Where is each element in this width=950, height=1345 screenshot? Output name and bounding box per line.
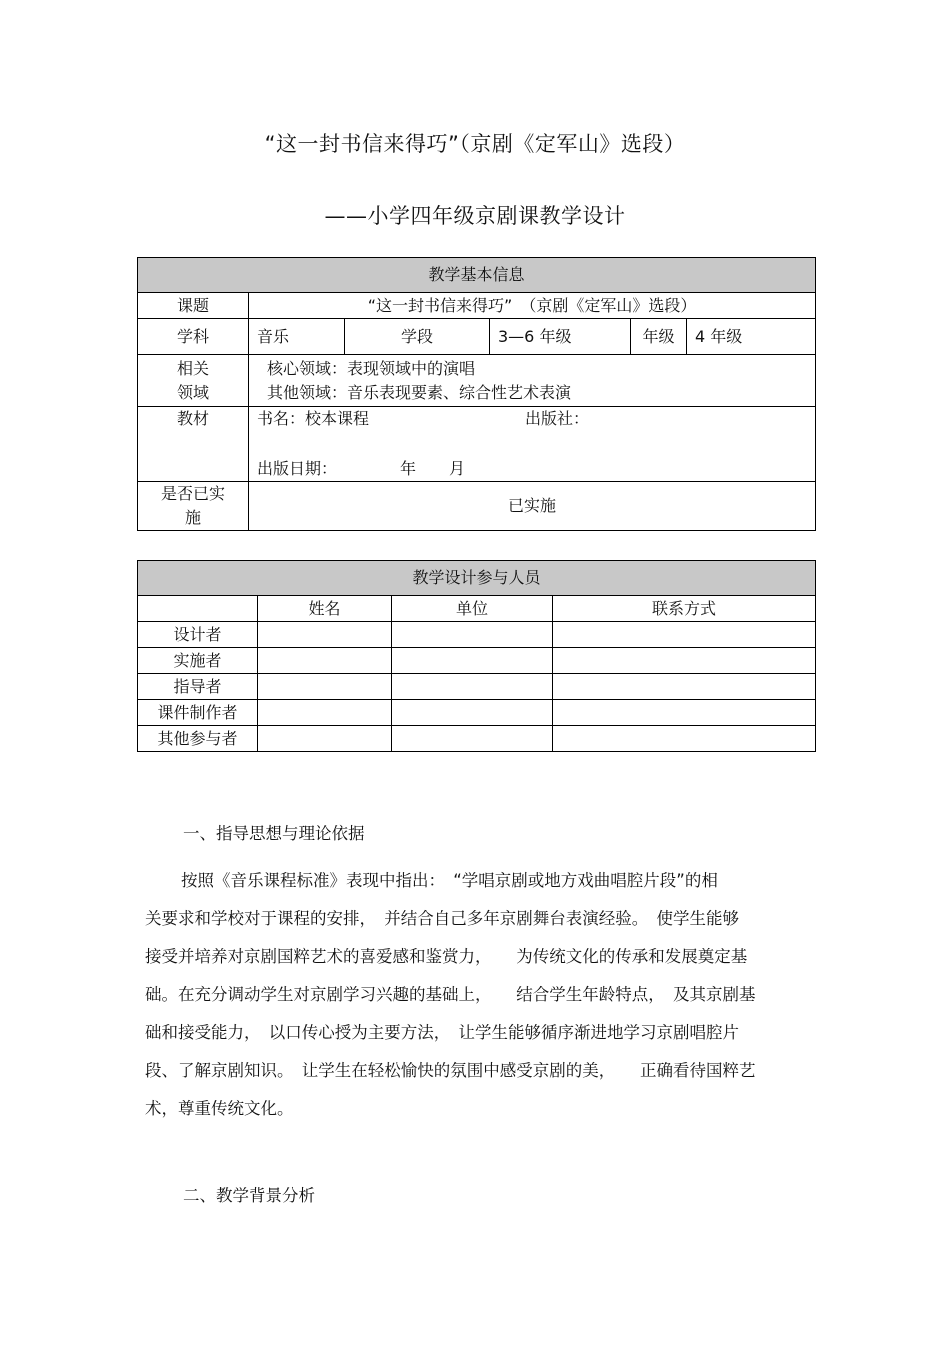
implemented-value: 已实施: [249, 482, 816, 531]
document-subtitle: ——小学四年级京剧课教学设计: [324, 204, 626, 228]
role-designer: 设计者: [138, 622, 258, 648]
textbook-label: 教材: [138, 407, 249, 482]
core-domain: 核心领域：表现领域中的演唱: [267, 358, 476, 378]
other-contact-cell: [553, 726, 816, 752]
section-1-line: 术，尊重传统文化。: [145, 1099, 294, 1118]
document-title: “这一封书信来得巧”（京剧《定军山》选段）: [264, 132, 686, 156]
textbook-values: [249, 407, 816, 482]
subject-label: 学科: [138, 319, 249, 355]
section-1-heading: 一、指导思想与理论依据: [183, 824, 365, 843]
advisor-unit-cell: [392, 674, 553, 700]
designer-name-cell: [258, 622, 392, 648]
section-1-line: 按照《音乐课程标准》表现中指出： “学唱京剧或地方戏曲唱腔片段”的相: [181, 871, 718, 890]
pub-date-label: 出版日期：: [257, 459, 338, 478]
section-1-line: 础。在充分调动学生对京剧学习兴趣的基础上， 结合学生年龄特点， 及其京剧基: [145, 985, 756, 1004]
topic-value: “这一封书信来得巧” （京剧《定军山》选段）: [249, 293, 816, 319]
subject-value: 音乐: [249, 319, 345, 355]
implementer-unit-cell: [392, 648, 553, 674]
courseware-contact-cell: [553, 700, 816, 726]
participants-table: [137, 560, 816, 752]
section-1-line: 关要求和学校对于课程的安排， 并结合自己多年京剧舞台表演经验。 使学生能够: [145, 909, 739, 928]
stage-label: 学段: [345, 319, 490, 355]
role-advisor: 指导者: [138, 674, 258, 700]
implemented-label-line1: 是否已实: [160, 484, 225, 503]
book-name: 书名：校本课程: [257, 409, 370, 428]
implementer-contact-cell: [553, 648, 816, 674]
section-1-line: 础和接受能力， 以口传心授为主要方法， 让学生能够循序渐进地学习京剧唱腔片: [145, 1023, 739, 1042]
basic-info-table: [137, 257, 816, 531]
domain-label-line1: 相关: [176, 358, 209, 378]
publisher-label: 出版社：: [525, 409, 590, 428]
section-2-heading: 二、教学背景分析: [183, 1186, 315, 1205]
role-other-participants: 其他参与者: [138, 726, 258, 752]
advisor-contact-cell: [553, 674, 816, 700]
domain-label-line2: 领域: [176, 382, 209, 402]
column-header-unit: 单位: [392, 596, 553, 622]
column-header-blank: [138, 596, 258, 622]
pub-month-label: 月: [449, 459, 466, 478]
pub-year-label: 年: [400, 459, 417, 478]
other-name-cell: [258, 726, 392, 752]
implemented-label: [138, 482, 249, 531]
column-header-name: 姓名: [258, 596, 392, 622]
stage-value: 3—6 年级: [490, 319, 631, 355]
section-1-body: [145, 862, 805, 1128]
basic-info-header: 教学基本信息: [138, 258, 816, 293]
designer-unit-cell: [392, 622, 553, 648]
implemented-label-line2: 施: [184, 508, 201, 527]
courseware-name-cell: [258, 700, 392, 726]
grade-value: 4 年级: [687, 319, 816, 355]
grade-label: 年级: [631, 319, 687, 355]
domain-label: [138, 355, 249, 407]
role-courseware-maker: 课件制作者: [138, 700, 258, 726]
designer-contact-cell: [553, 622, 816, 648]
other-domain: 其他领域：音乐表现要素、综合性艺术表演: [267, 382, 572, 402]
other-unit-cell: [392, 726, 553, 752]
domain-values: [249, 355, 816, 407]
section-1-line: 接受并培养对京剧国粹艺术的喜爱感和鉴赏力， 为传统文化的传承和发展奠定基: [145, 947, 748, 966]
courseware-unit-cell: [392, 700, 553, 726]
implementer-name-cell: [258, 648, 392, 674]
topic-label: 课题: [138, 293, 249, 319]
advisor-name-cell: [258, 674, 392, 700]
column-header-contact: 联系方式: [553, 596, 816, 622]
role-implementer: 实施者: [138, 648, 258, 674]
participants-header: 教学设计参与人员: [138, 561, 816, 596]
section-1-line: 段、了解京剧知识。 让学生在轻松愉快的氛围中感受京剧的美， 正确看待国粹艺: [145, 1061, 756, 1080]
